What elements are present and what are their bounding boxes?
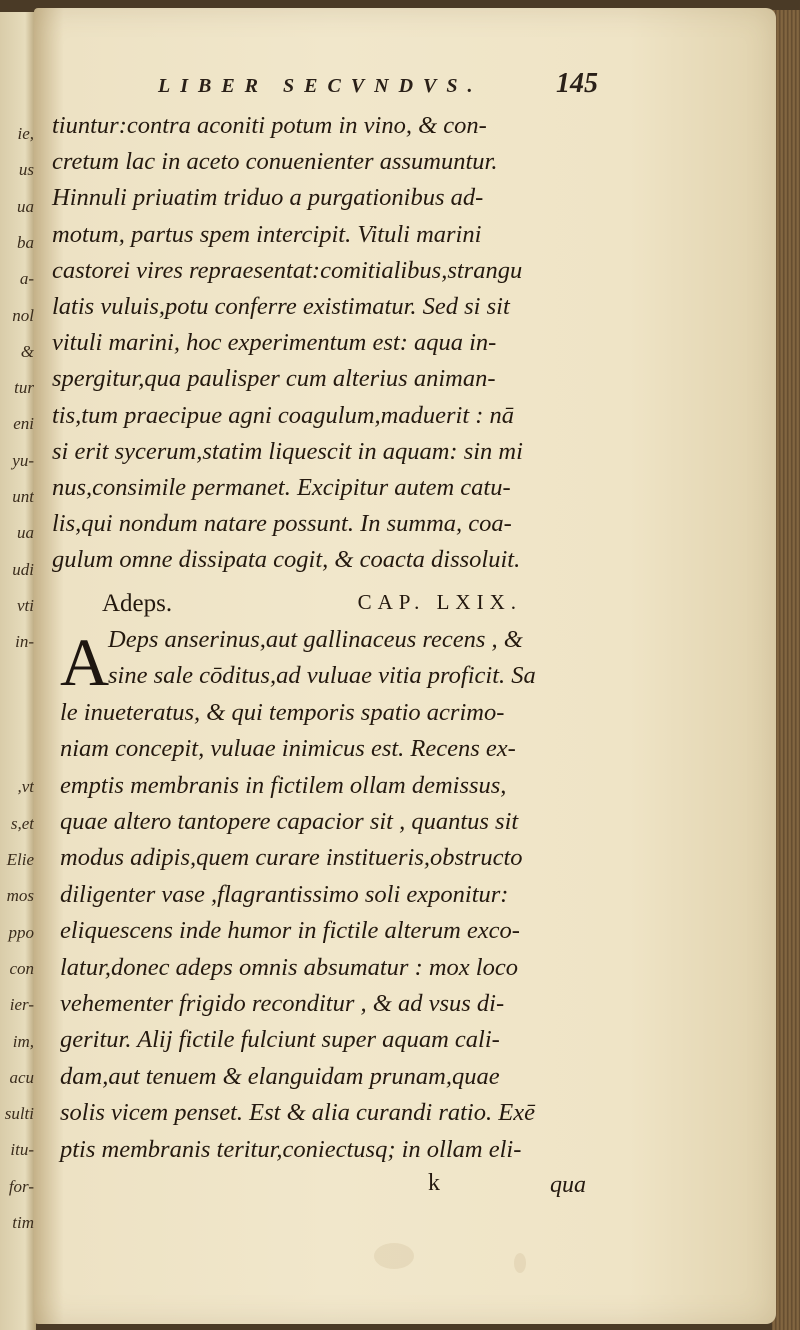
facing-page-fragment: & bbox=[20, 341, 34, 361]
page-number: 145 bbox=[556, 68, 598, 99]
facing-page-fragment: im, bbox=[12, 1031, 34, 1051]
facing-page-fragment: sulti bbox=[4, 1104, 34, 1124]
text-line: dam,aut tenuem & elanguidam prunam,quae bbox=[60, 1062, 500, 1090]
text-line: ptis membranis teritur,coniectusq; in ollam eli- bbox=[60, 1135, 522, 1163]
facing-page-fragment: eni bbox=[13, 414, 34, 434]
text-line: diligenter vase ,flagrantissimo soli exponitur: bbox=[60, 880, 509, 908]
facing-page-fragment: for- bbox=[8, 1176, 34, 1196]
book-fore-edge bbox=[772, 10, 800, 1330]
facing-page-fragment: ier- bbox=[9, 995, 34, 1015]
facing-page-fragment: us bbox=[18, 160, 34, 180]
text-line: si erit sycerum,statim liquescit in aquam: sin mi bbox=[52, 437, 523, 465]
text-line: lis,qui nondum natare possunt. In summa, coa- bbox=[52, 510, 512, 538]
text-line: modus adipis,quem curare institueris,obstructo bbox=[60, 844, 523, 872]
facing-page-fragment: in- bbox=[15, 632, 34, 652]
text-line: sine sale cōditus,ad vuluae vitia proficit. Sa bbox=[108, 662, 536, 690]
facing-page-fragment: Elie bbox=[6, 850, 34, 869]
text-line: nus,consimile permanet. Excipitur autem catu- bbox=[52, 474, 511, 501]
chapter-heading bbox=[102, 590, 522, 618]
facing-page-fragment: yu- bbox=[12, 450, 34, 470]
text-line: castorei vires repraesentat:comitialibus,strangu bbox=[52, 256, 523, 284]
facing-page-fragment: ua bbox=[17, 523, 34, 543]
catchword: qua bbox=[550, 1172, 586, 1198]
text-line: geritur. Alij fictile fulciunt super aquam cali- bbox=[60, 1026, 500, 1054]
facing-page-fragment: s,et bbox=[10, 813, 34, 833]
text-line: tiuntur:contra aconiti potum in vino, & con- bbox=[52, 112, 487, 139]
facing-page-fragment: ie, bbox=[17, 124, 34, 143]
text-line: tis,tum praecipue agni coagulum,maduerit : nā bbox=[52, 401, 515, 429]
facing-page-edge bbox=[0, 12, 36, 1330]
chapter-label: CAP. LXIX. bbox=[357, 590, 522, 614]
section-title: Adeps. bbox=[102, 590, 173, 617]
facing-page-fragment: ua bbox=[17, 196, 34, 216]
facing-page-fragment: udi bbox=[12, 559, 34, 579]
text-line: latis vuluis,potu conferre existimatur. Sed si sit bbox=[52, 293, 510, 320]
text-line: Hinnuli priuatim triduo a purgationibus ad- bbox=[52, 184, 484, 212]
text-line: le inueteratus, & qui temporis spatio acrimo- bbox=[60, 698, 505, 726]
facing-page-fragment: ppo bbox=[8, 922, 34, 942]
text-line: emptis membranis in fictilem ollam demissus, bbox=[60, 771, 507, 799]
text-line: eliquescens inde humor in fictile alterum exco- bbox=[60, 917, 520, 945]
facing-page-fragment: nol bbox=[12, 305, 34, 325]
facing-page-fragment: tur bbox=[14, 378, 34, 398]
running-head: LIBER SECVNDVS. bbox=[158, 75, 483, 97]
text-line: gulum omne dissipata cogit, & coacta dissoluit. bbox=[52, 546, 521, 574]
signature-mark: k bbox=[428, 1170, 440, 1196]
text-line: niam concepit, vuluae inimicus est. Recens ex- bbox=[60, 735, 516, 763]
facing-page-fragment: unt bbox=[12, 487, 34, 506]
text-line: spergitur,qua paulisper cum alterius animan- bbox=[52, 365, 496, 393]
text-line: latur,donec adeps omnis absumatur : mox loco bbox=[60, 953, 518, 981]
facing-page-fragment: mos bbox=[6, 886, 34, 906]
drop-cap: A bbox=[60, 624, 110, 700]
text-line: vituli marini, hoc experimentum est: aqua in- bbox=[52, 329, 497, 357]
text-line: motum, partus spem intercipit. Vituli marini bbox=[52, 220, 482, 248]
text-line: quae altero tantopere capacior sit , quantus sit bbox=[60, 808, 519, 835]
text-line: Deps anserinus,aut gallinaceus recens , & bbox=[108, 626, 523, 653]
paper-stain bbox=[374, 1243, 414, 1269]
text-line: cretum lac in aceto conuenienter assumuntur. bbox=[52, 148, 498, 176]
text-line: vehementer frigido reconditur , & ad vsus di- bbox=[60, 990, 505, 1017]
facing-page-fragment: tim bbox=[12, 1213, 34, 1232]
facing-page-fragment: acu bbox=[9, 1067, 34, 1087]
facing-page-fragment: ba bbox=[17, 232, 34, 252]
facing-page-fragment: vti bbox=[17, 595, 34, 615]
facing-page-fragment: con bbox=[9, 958, 34, 978]
facing-page-fragment: a- bbox=[19, 269, 34, 289]
text-line: solis vicem penset. Est & alia curandi ratio. Exē bbox=[60, 1099, 535, 1127]
paper-stain bbox=[514, 1253, 526, 1273]
facing-page-fragment: ,vt bbox=[17, 777, 34, 797]
page-header bbox=[158, 68, 598, 100]
facing-page-fragment: itu- bbox=[10, 1140, 34, 1160]
